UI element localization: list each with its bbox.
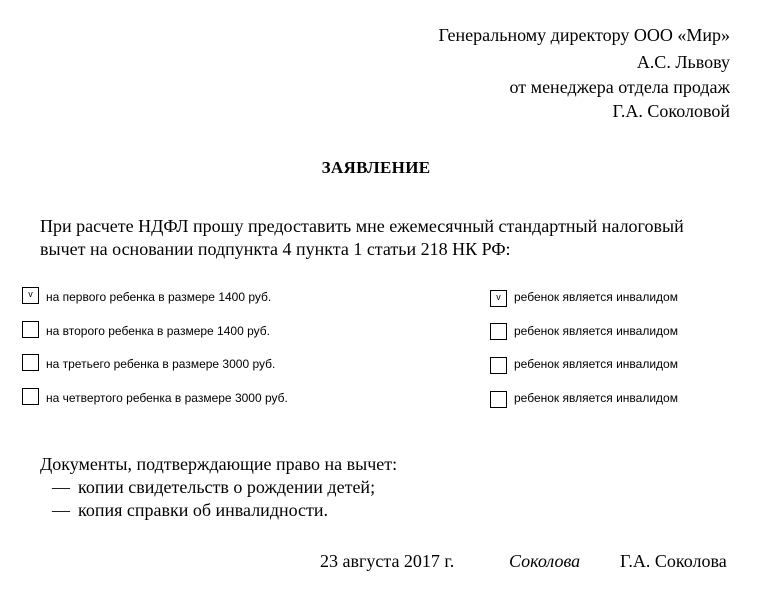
dash-icon: — [52, 500, 70, 520]
document-title: ЗАЯВЛЕНИЕ [321, 158, 431, 177]
deduction-label-4: на четвертого ребенка в размере 3000 руб. [46, 391, 288, 405]
documents-section [40, 453, 397, 522]
request-line-1: При расчете НДФЛ прошу предоставить мне ежемесячный стандартный налоговый [40, 216, 684, 236]
deduction-checkbox-4[interactable] [22, 388, 39, 405]
disabled-label-2: ребенок является инвалидом [514, 324, 678, 338]
header-recipient-name: А.С. Львову [636, 52, 730, 72]
disabled-label-1: ребенок является инвалидом [514, 290, 678, 304]
documents-item-text: копии свидетельств о рождении детей; [78, 477, 376, 497]
deduction-checkbox-3[interactable] [22, 354, 39, 371]
footer-signature: Соколова [509, 551, 581, 571]
dash-icon: — [52, 477, 70, 497]
disabled-label-3: ребенок является инвалидом [514, 357, 678, 371]
header-sender-title: от менеджера отдела продаж [509, 77, 730, 97]
request-line-2: вычет на основании подпункта 4 пункта 1 статьи 218 НК РФ: [40, 239, 511, 259]
disabled-label-4: ребенок является инвалидом [514, 391, 678, 405]
documents-item [40, 499, 397, 522]
deduction-label-2: на второго ребенка в размере 1400 руб. [46, 324, 270, 338]
check-mark-icon: v [496, 292, 501, 302]
documents-heading: Документы, подтверждающие право на вычет: [40, 454, 398, 474]
documents-item [40, 476, 397, 499]
documents-item-text: копия справки об инвалидности. [78, 500, 329, 520]
footer-date: 23 августа 2017 г. [320, 551, 455, 571]
disabled-checkbox-4[interactable] [490, 391, 507, 408]
deduction-label-1: на первого ребенка в размере 1400 руб. [46, 290, 272, 304]
disabled-checkbox-2[interactable] [490, 323, 507, 340]
header-recipient-title: Генеральному директору ООО «Мир» [438, 25, 730, 45]
footer-name: Г.А. Соколова [620, 551, 727, 571]
disabled-checkbox-1[interactable] [490, 290, 507, 307]
disabled-checkbox-3[interactable] [490, 357, 507, 374]
request-paragraph [40, 215, 740, 261]
header-sender-name: Г.А. Соколовой [612, 101, 730, 121]
deduction-checkbox-1[interactable] [22, 287, 39, 304]
check-mark-icon: v [28, 289, 33, 299]
deduction-checkbox-2[interactable] [22, 321, 39, 338]
deduction-label-3: на третьего ребенка в размере 3000 руб. [46, 357, 276, 371]
